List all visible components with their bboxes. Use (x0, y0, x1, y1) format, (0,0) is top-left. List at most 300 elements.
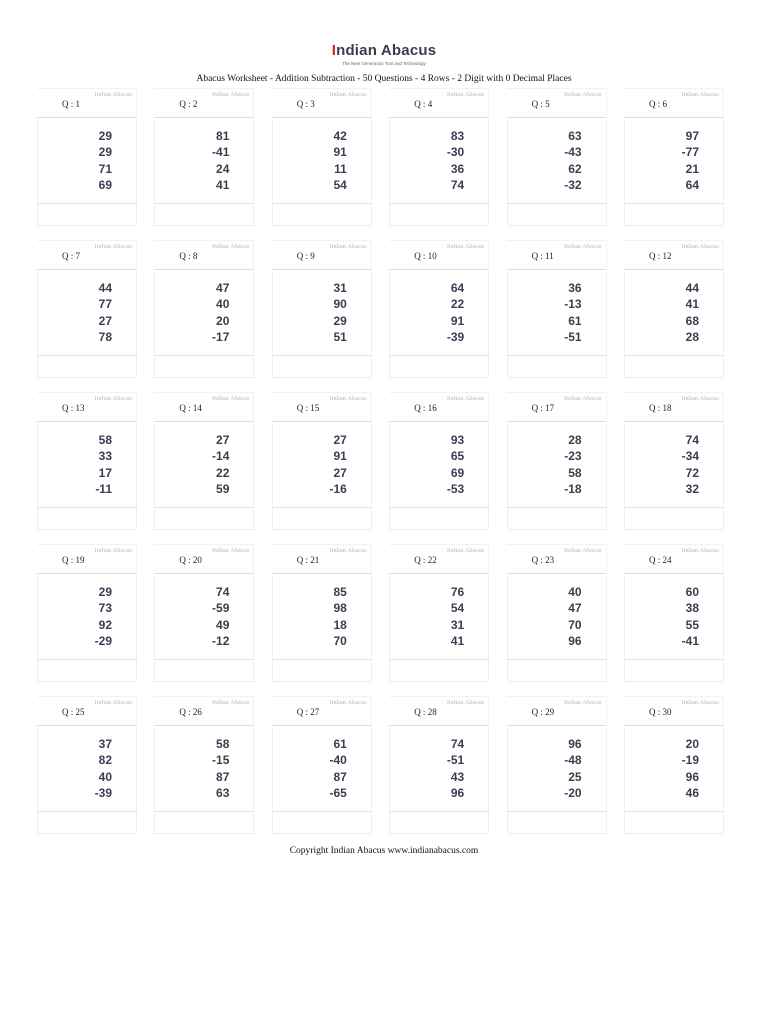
question-header (154, 88, 254, 118)
number-column (447, 736, 464, 801)
question-body (272, 576, 372, 660)
number-row: -29 (94, 633, 112, 648)
worksheet-title: Abacus Worksheet - Addition Subtraction - 50 Questions - 4 Rows - 2 Digit with 0 Decimal Places (196, 74, 572, 84)
answer-box[interactable] (37, 508, 137, 530)
number-row: 22 (216, 465, 230, 480)
question-header (624, 544, 724, 574)
number-row: 70 (333, 633, 347, 648)
number-column (682, 584, 699, 649)
number-row: -20 (564, 785, 582, 800)
question-body (624, 576, 724, 660)
question-header (624, 392, 724, 422)
number-column (329, 432, 346, 497)
number-row: 31 (333, 281, 347, 295)
question-label: Q : 25 (62, 707, 85, 717)
number-row: 42 (333, 129, 347, 143)
answer-box[interactable] (507, 204, 607, 226)
question-card (154, 696, 254, 832)
question-label: Q : 23 (531, 555, 555, 565)
question-label: Q : 4 (414, 99, 433, 109)
number-row: 76 (450, 585, 465, 599)
number-column (333, 128, 346, 193)
number-row: 40 (216, 297, 230, 312)
question-header (624, 696, 724, 726)
question-card (154, 88, 254, 224)
question-label: Q : 3 (296, 99, 315, 109)
question-label: Q : 18 (649, 403, 672, 413)
number-column (329, 736, 346, 801)
question-card (624, 544, 724, 680)
watermark: Indian Abacus (94, 699, 132, 706)
number-row: -39 (446, 329, 465, 344)
number-row: 58 (216, 737, 230, 751)
number-row: 92 (98, 617, 112, 632)
number-column (212, 280, 229, 345)
answer-box[interactable] (154, 204, 254, 226)
number-row: 91 (333, 145, 347, 160)
number-row: 91 (450, 313, 465, 328)
number-row: -41 (681, 633, 699, 648)
watermark: Indian Abacus (212, 547, 250, 554)
question-body (507, 728, 607, 812)
question-label: Q : 29 (531, 707, 555, 717)
answer-box[interactable] (624, 204, 724, 226)
number-row: 41 (216, 177, 230, 192)
number-row: 28 (685, 329, 699, 344)
question-label: Q : 16 (414, 403, 437, 413)
answer-box[interactable] (507, 660, 607, 682)
logo-rest: ndian Abacus (336, 42, 437, 59)
question-label: Q : 21 (296, 555, 320, 565)
question-header (37, 240, 137, 270)
number-column (568, 584, 581, 649)
question-header (154, 544, 254, 574)
number-row: 38 (685, 601, 699, 616)
question-body (37, 576, 137, 660)
question-body (389, 728, 489, 812)
number-row: 11 (334, 161, 347, 176)
question-header (37, 696, 137, 726)
question-header (389, 392, 489, 422)
number-row: -48 (564, 753, 582, 768)
number-row: 27 (333, 465, 347, 480)
question-card (272, 88, 372, 224)
number-row: 74 (685, 433, 699, 447)
number-column (682, 128, 699, 193)
question-body (624, 120, 724, 204)
question-body (272, 424, 372, 508)
question-card (507, 88, 607, 224)
question-grid (37, 88, 727, 838)
number-row: 64 (450, 281, 465, 295)
watermark: Indian Abacus (94, 547, 132, 554)
number-row: 27 (98, 313, 112, 328)
question-label: Q : 14 (179, 403, 202, 413)
number-column (447, 128, 464, 193)
question-card (154, 544, 254, 680)
question-body (272, 272, 372, 356)
question-label: Q : 19 (62, 555, 85, 565)
number-row: 58 (568, 465, 582, 480)
number-row: 73 (98, 601, 112, 616)
question-body (389, 576, 489, 660)
question-card (272, 392, 372, 528)
watermark: Indian Abacus (564, 243, 602, 250)
number-row: 63 (216, 785, 230, 800)
number-row: 54 (333, 177, 347, 192)
number-column (212, 584, 229, 649)
question-card (272, 696, 372, 832)
copyright: Copyright Indian Abacus www.indianabacus.com (289, 846, 479, 856)
question-label: Q : 5 (531, 99, 550, 109)
watermark: Indian Abacus (681, 395, 719, 402)
watermark: Indian Abacus (329, 243, 367, 250)
number-row: 91 (333, 449, 347, 464)
watermark: Indian Abacus (681, 547, 719, 554)
question-header (272, 88, 372, 118)
number-row: 37 (98, 737, 112, 751)
number-row: 72 (685, 465, 699, 480)
question-header (272, 544, 372, 574)
answer-box[interactable] (507, 812, 607, 834)
question-header (624, 240, 724, 270)
number-column (95, 736, 112, 801)
question-body (37, 272, 137, 356)
number-row: 31 (450, 617, 465, 632)
answer-box[interactable] (272, 508, 372, 530)
answer-box[interactable] (37, 812, 137, 834)
number-row: 96 (685, 769, 699, 784)
question-body (154, 424, 254, 508)
number-row: 81 (216, 129, 230, 143)
number-row: 44 (685, 281, 699, 295)
answer-box[interactable] (624, 356, 724, 378)
number-row: 58 (98, 433, 112, 447)
watermark: Indian Abacus (212, 699, 250, 706)
watermark: Indian Abacus (681, 699, 719, 706)
question-label: Q : 26 (179, 707, 202, 717)
number-row: 96 (568, 633, 582, 648)
number-row: -15 (212, 753, 230, 768)
watermark: Indian Abacus (681, 243, 719, 250)
question-body (272, 120, 372, 204)
question-label: Q : 13 (62, 403, 85, 413)
answer-box[interactable] (37, 204, 137, 226)
number-row: 54 (450, 601, 465, 616)
number-row: 47 (216, 281, 230, 295)
question-header (272, 392, 372, 422)
number-row: 68 (685, 313, 699, 328)
number-row: 77 (98, 297, 112, 312)
answer-box[interactable] (389, 356, 489, 378)
number-row: 27 (216, 433, 230, 447)
number-row: -59 (212, 601, 230, 616)
number-row: 29 (333, 313, 347, 328)
number-row: -18 (564, 481, 582, 496)
question-label: Q : 7 (62, 251, 80, 261)
answer-box[interactable] (389, 508, 489, 530)
watermark: Indian Abacus (446, 395, 485, 402)
answer-box[interactable] (389, 660, 489, 682)
number-column (212, 736, 229, 801)
number-row: 18 (333, 617, 347, 632)
number-row: 51 (333, 329, 347, 344)
question-header (624, 88, 724, 118)
number-column (333, 584, 346, 649)
question-body (154, 272, 254, 356)
watermark: Indian Abacus (681, 91, 719, 98)
number-column (564, 432, 581, 497)
number-row: 60 (685, 585, 699, 599)
number-row: 93 (450, 433, 465, 447)
answer-box[interactable] (154, 660, 254, 682)
question-header (272, 696, 372, 726)
question-body (154, 576, 254, 660)
answer-box[interactable] (154, 812, 254, 834)
question-card (624, 240, 724, 376)
watermark: Indian Abacus (446, 243, 485, 250)
number-row: -12 (212, 633, 230, 648)
number-row: 74 (216, 585, 230, 599)
answer-box[interactable] (37, 356, 137, 378)
number-row: 55 (685, 617, 699, 632)
answer-box[interactable] (507, 356, 607, 378)
watermark: Indian Abacus (564, 395, 602, 402)
answer-box[interactable] (624, 660, 724, 682)
number-row: 33 (98, 449, 112, 464)
number-row: 32 (685, 481, 699, 496)
number-column (99, 128, 112, 193)
logo-title (0, 42, 768, 60)
question-header (154, 392, 254, 422)
answer-box[interactable] (389, 812, 489, 834)
question-body (389, 272, 489, 356)
number-row: 61 (333, 737, 347, 751)
number-row: -11 (95, 481, 112, 496)
question-body (272, 728, 372, 812)
number-row: -14 (212, 449, 230, 464)
question-body (389, 120, 489, 204)
answer-box[interactable] (272, 356, 372, 378)
number-column (564, 736, 581, 801)
watermark: Indian Abacus (446, 547, 485, 554)
watermark: Indian Abacus (329, 91, 367, 98)
number-row: 29 (98, 129, 112, 143)
number-row: 97 (685, 129, 699, 143)
number-row: -16 (329, 481, 347, 496)
watermark: Indian Abacus (94, 91, 132, 98)
question-card (507, 544, 607, 680)
answer-box[interactable] (389, 204, 489, 226)
watermark: Indian Abacus (212, 91, 250, 98)
answer-box[interactable] (624, 812, 724, 834)
number-column (99, 280, 112, 345)
question-card (37, 544, 137, 680)
question-card (37, 392, 137, 528)
answer-box[interactable] (272, 204, 372, 226)
number-column (564, 280, 581, 345)
number-row: 47 (568, 601, 582, 616)
number-row: 20 (216, 313, 230, 328)
question-body (507, 272, 607, 356)
number-row: 69 (450, 465, 465, 480)
question-label: Q : 8 (179, 251, 198, 261)
number-row: 74 (450, 177, 465, 192)
question-body (507, 120, 607, 204)
question-card (507, 392, 607, 528)
number-row: -13 (564, 297, 582, 312)
question-card (624, 696, 724, 832)
watermark: Indian Abacus (564, 91, 602, 98)
number-row: -53 (446, 481, 465, 496)
question-card (389, 696, 489, 832)
question-header (154, 240, 254, 270)
answer-box[interactable] (37, 660, 137, 682)
question-card (624, 392, 724, 528)
question-header (507, 88, 607, 118)
number-row: 85 (333, 585, 347, 599)
number-row: 49 (216, 617, 230, 632)
question-header (389, 544, 489, 574)
question-body (624, 272, 724, 356)
number-row: 41 (685, 297, 699, 312)
number-row: 83 (450, 129, 465, 143)
logo (0, 42, 768, 67)
number-row: -34 (681, 449, 699, 464)
answer-box[interactable] (272, 812, 372, 834)
number-row: 90 (333, 297, 347, 312)
question-label: Q : 10 (414, 251, 437, 261)
number-row: -39 (94, 785, 112, 800)
number-row: 59 (216, 481, 230, 496)
watermark: Indian Abacus (329, 395, 367, 402)
question-header (389, 240, 489, 270)
number-row: 71 (98, 161, 112, 176)
question-card (389, 544, 489, 680)
watermark: Indian Abacus (446, 91, 485, 98)
number-row: 61 (568, 313, 582, 328)
watermark: Indian Abacus (212, 243, 250, 250)
number-column (682, 432, 699, 497)
question-card (154, 240, 254, 376)
number-row: 87 (333, 769, 347, 784)
number-row: -77 (681, 145, 699, 160)
question-body (154, 120, 254, 204)
number-row: 41 (450, 633, 465, 648)
number-row: 21 (685, 161, 699, 176)
number-column (95, 584, 112, 649)
question-header (37, 544, 137, 574)
number-column (212, 432, 229, 497)
question-label: Q : 24 (649, 555, 672, 565)
answer-box[interactable] (272, 660, 372, 682)
question-card (37, 88, 137, 224)
number-column (686, 280, 699, 345)
number-row: 29 (98, 585, 112, 599)
question-label: Q : 15 (296, 403, 320, 413)
question-label: Q : 2 (179, 99, 198, 109)
watermark: Indian Abacus (94, 243, 132, 250)
question-card (37, 696, 137, 832)
question-card (154, 392, 254, 528)
question-body (389, 424, 489, 508)
question-header (389, 88, 489, 118)
number-row: 62 (568, 161, 582, 176)
question-label: Q : 27 (296, 707, 320, 717)
question-header (507, 240, 607, 270)
question-header (272, 240, 372, 270)
number-row: 74 (450, 737, 465, 751)
number-column (682, 736, 699, 801)
number-column (333, 280, 346, 345)
question-label: Q : 9 (296, 251, 315, 261)
answer-box[interactable] (154, 508, 254, 530)
question-label: Q : 11 (531, 251, 554, 261)
number-row: -23 (564, 449, 582, 464)
answer-box[interactable] (507, 508, 607, 530)
number-row: 36 (568, 281, 582, 295)
question-header (37, 88, 137, 118)
question-label: Q : 1 (62, 99, 80, 109)
number-row: 29 (98, 145, 112, 160)
number-column (447, 280, 464, 345)
question-card (272, 544, 372, 680)
number-row: 64 (685, 177, 699, 192)
number-column (451, 584, 464, 649)
watermark: Indian Abacus (564, 547, 602, 554)
number-row: 25 (568, 769, 582, 784)
question-header (507, 696, 607, 726)
watermark: Indian Abacus (446, 699, 485, 706)
answer-box[interactable] (154, 356, 254, 378)
number-row: 70 (568, 617, 582, 632)
answer-box[interactable] (624, 508, 724, 530)
number-row: 44 (98, 281, 112, 295)
logo-tagline: The New Generation Tool and Technology (342, 61, 426, 66)
question-label: Q : 6 (649, 99, 667, 109)
watermark: Indian Abacus (212, 395, 250, 402)
question-label: Q : 28 (414, 707, 437, 717)
number-row: 82 (98, 753, 112, 768)
number-row: 96 (568, 737, 582, 751)
number-row: 46 (685, 785, 699, 800)
number-row: 20 (685, 737, 699, 751)
number-row: 87 (216, 769, 230, 784)
question-card (272, 240, 372, 376)
number-row: 98 (333, 601, 347, 616)
question-card (389, 88, 489, 224)
question-card (507, 696, 607, 832)
question-body (624, 728, 724, 812)
logo-first-letter: I (331, 42, 337, 59)
number-row: 28 (568, 433, 582, 447)
number-row: 78 (98, 329, 112, 344)
number-row: -40 (329, 753, 347, 768)
number-column (564, 128, 581, 193)
question-label: Q : 20 (179, 555, 202, 565)
question-label: Q : 12 (649, 251, 672, 261)
watermark: Indian Abacus (329, 699, 367, 706)
question-body (37, 120, 137, 204)
question-label: Q : 22 (414, 555, 437, 565)
question-label: Q : 30 (649, 707, 672, 717)
number-row: -30 (446, 145, 465, 160)
number-row: -32 (564, 177, 582, 192)
question-card (389, 392, 489, 528)
question-header (37, 392, 137, 422)
question-header (154, 696, 254, 726)
number-row: -51 (564, 329, 582, 344)
